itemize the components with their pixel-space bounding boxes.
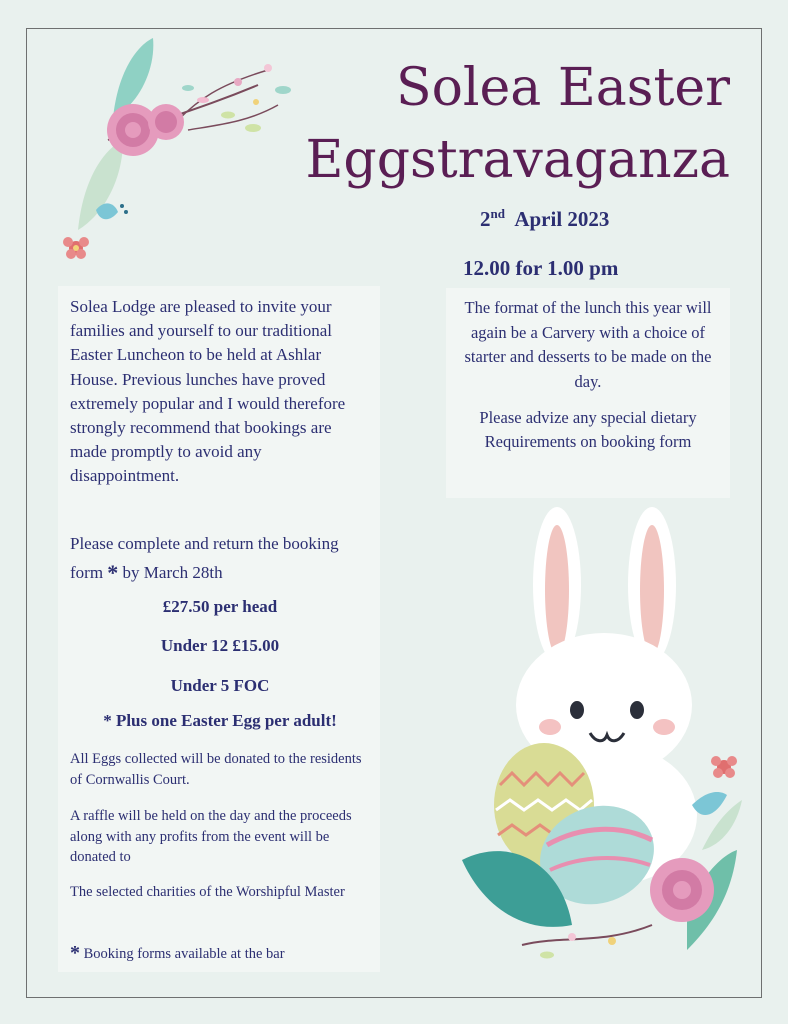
title-line-1: Solea Easter (395, 58, 730, 118)
raffle-note: A raffle will be held on the day and the proceeds along with any profits from the event will be donated to (70, 808, 352, 865)
event-date (480, 206, 609, 232)
complete-instructions (70, 529, 370, 587)
complete-before: Please complete and return the booking form (70, 534, 339, 582)
flower-corner-decoration (38, 30, 308, 270)
date-rest: April 2023 (514, 207, 610, 231)
price-under-5: Under 5 FOC (170, 676, 270, 695)
intro-paragraph: Solea Lodge are pleased to invite your families and yourself to our traditional Easter Luncheon to be held at Ashlar House. Previous lunches have proved extremely popular and I would therefore strongly recommend that bookings are made promptly to avoid any disappointment. (70, 297, 346, 486)
date-suffix: nd (490, 206, 505, 221)
page-title (305, 52, 730, 196)
complete-after: by March 28th (122, 563, 223, 582)
eggs-donated-note: All Eggs collected will be donated to the residents of Cornwallis Court. (70, 751, 362, 788)
charities-note: The selected charities of the Worshipful Master (70, 884, 345, 900)
event-time: 12.00 for 1.00 pm (463, 256, 619, 280)
date-day: 2 (480, 207, 491, 231)
booking-asterisk: * (70, 942, 80, 964)
price-under-12: Under 12 £15.00 (160, 636, 280, 655)
price-adult: £27.50 per head (162, 597, 278, 616)
easter-bunny-illustration (452, 505, 762, 995)
asterisk-mark: * (107, 560, 119, 585)
title-line-2: Eggstravaganza (305, 130, 730, 190)
booking-note-text: Booking forms available at the bar (83, 946, 285, 962)
egg-note: * Plus one Easter Egg per adult! (103, 711, 337, 730)
lunch-format-paragraph: The format of the lunch this year will again be a Carvery with a choice of starter and desserts to be made on the day. (464, 298, 712, 391)
dietary-paragraph: Please advize any special dietary Requirements on booking form (479, 408, 697, 451)
booking-forms-note (70, 942, 370, 965)
